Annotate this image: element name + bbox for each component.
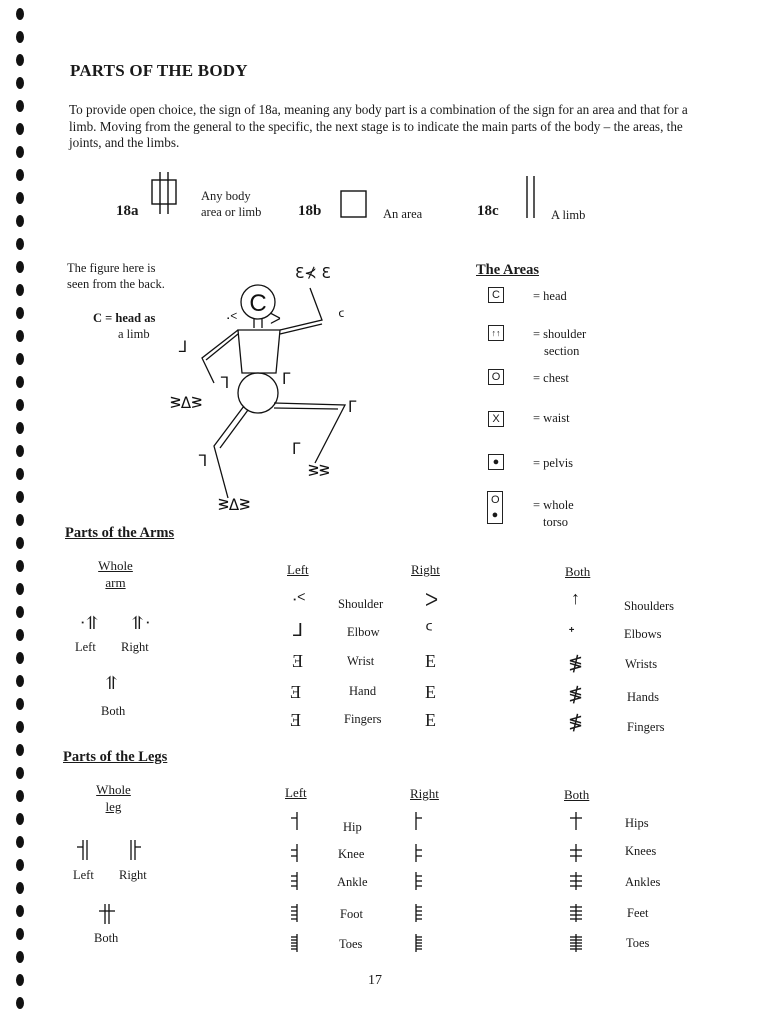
right-wrist-icon: E [425,651,436,671]
area-shoulder-label-1: = shoulder [533,327,587,341]
svg-text:ᒣ: ᒣ [198,452,208,470]
arm-row-elbow: Elbow [347,625,380,639]
arm-both-hands: Hands [627,690,659,704]
both-fingers-icon: ≸ [568,712,584,732]
svg-text:ᐳ: ᐳ [270,310,281,328]
whole-arm-label-2: arm [105,575,126,590]
arm-row-shoulder: Shoulder [338,597,384,611]
area-chest-label: = chest [533,371,569,385]
arm-both-label: Both [101,704,126,718]
leg-both-toes: Toes [626,936,650,950]
area-torso-label-2: torso [543,515,568,529]
leg-left-label: Left [73,868,94,882]
svg-text:ᐧᑉ: ᐧᑉ [226,310,238,328]
svg-text:ᕒᐃᕒ: ᕒᐃᕒ [218,496,251,514]
left-right-leg-icons [74,840,154,862]
arm-row-wrist: Wrist [347,654,375,668]
both-shoulders-icon: ↑ [571,588,580,608]
svg-text:ᒥ: ᒥ [282,370,291,388]
whole-leg-label-1: Whole [96,782,131,797]
head-letter: C [249,290,267,317]
waist-area-icon: X [488,411,504,427]
arm-row-hand: Hand [349,684,377,698]
legs-col-both: Both [564,787,590,802]
leg-right-label: Right [119,868,147,882]
svg-text:ᒧ: ᒧ [178,338,188,356]
right-leg-symbols [410,810,430,960]
body-figure [170,258,370,533]
leg-both-hips: Hips [625,816,649,830]
sign-18c-label: 18c [477,203,499,219]
right-arm-icon: ⥣ᐧ [130,613,150,633]
legs-col-right: Right [410,786,439,801]
arms-col-left: Left [287,562,309,577]
right-hand-icon: E [425,682,436,702]
head-note-1: C = head as [93,311,156,325]
arm-both-fingers: Fingers [627,720,665,734]
left-hand-icon: Ǝ [290,682,301,702]
intro-paragraph: To provide open choice, the sign of 18a, meaning any body part is a combination of the sign for an area and that for a limb. Moving from the general to the specific, the next stage is to indicate the main parts of the body – the areas, the joints, and the limbs. [69,102,688,151]
sign-18c-desc: A limb [551,208,586,222]
area-shoulder-label-2: section [544,344,580,358]
svg-text:ᕒᐃᕒ: ᕒᐃᕒ [170,394,203,412]
both-elbows-icon: ᐩ [568,623,576,643]
sign-18b-label: 18b [298,203,322,219]
svg-text:ᒥ: ᒥ [348,398,357,416]
area-pelvis-label: = pelvis [533,456,574,470]
leg-both-label: Both [94,931,119,945]
right-elbow-icon: ᑦ [425,620,433,640]
arm-both-elbows: Elbows [624,627,662,641]
arm-both-shoulders: Shoulders [624,599,674,613]
left-fingers-icon: Ǝ [290,710,301,730]
left-shoulder-icon: ᐧᑉ [292,590,306,610]
sign-18a-desc-1: Any body [201,189,251,203]
sign-18a-desc-2: area or limb [201,205,262,219]
leg-row-knee: Knee [338,847,365,861]
svg-text:ᒥ: ᒥ [292,440,301,458]
area-head-label: = head [533,289,567,303]
left-arm-icon: ᐧ⥣ [80,613,100,633]
svg-text:ᕒᕒ: ᕒᕒ [308,462,330,480]
arm-both-wrists: Wrists [625,657,658,671]
spiral-binding [14,0,26,1024]
svg-text:ᑦ: ᑦ [338,308,345,326]
chest-area-icon: O [488,369,504,385]
right-shoulder-icon: ᐳ [425,590,439,610]
legs-col-left: Left [285,785,307,800]
arms-heading: Parts of the Arms [65,525,175,541]
leg-row-toes: Toes [339,937,363,951]
right-fingers-icon: E [425,710,436,730]
svg-text:ᒣ: ᒣ [220,374,230,392]
pelvis-area-icon: ● [488,454,504,470]
whole-torso-icon: O● [487,491,503,524]
both-legs-icon [96,904,120,926]
page-number: 17 [368,973,382,988]
left-leg-symbols [286,810,306,960]
leg-row-hip: Hip [343,820,362,834]
svg-text:Ɛ⊀ Ɛ: Ɛ⊀ Ɛ [295,264,331,282]
leg-both-ankles: Ankles [625,875,661,889]
arm-row-fingers: Fingers [344,712,382,726]
leg-both-knees: Knees [625,844,657,858]
figure-note-2: seen from the back. [67,277,165,291]
sign-18a-label: 18a [116,203,139,219]
both-legs-symbols [565,810,587,960]
arm-right-label: Right [121,640,149,654]
any-body-part-sign-icon [148,172,180,216]
head-note-2: a limb [118,327,150,341]
arms-col-both: Both [565,564,591,579]
leg-row-foot: Foot [340,907,363,921]
sign-18b-desc: An area [383,207,423,221]
left-wrist-icon: Ǝ [292,651,303,671]
left-elbow-icon: ᒧ [292,620,303,640]
leg-row-ankle: Ankle [337,875,368,889]
both-hands-icon: ≸ [568,684,584,704]
area-torso-label-1: = whole [533,498,574,512]
limb-sign-icon [523,176,539,220]
legs-heading: Parts of the Legs [63,749,168,765]
whole-leg-label-2: leg [105,799,122,814]
area-waist-label: = waist [533,411,570,425]
both-arms-icon: ⥣ [104,673,120,693]
areas-heading: The Areas [476,262,539,278]
arms-col-right: Right [411,562,440,577]
leg-both-feet: Feet [627,906,649,920]
shoulder-section-icon: ↑↑ [488,325,504,341]
arm-left-label: Left [75,640,96,654]
whole-arm-label-1: Whole [98,558,133,573]
both-wrists-icon: ≸ [568,653,584,673]
page-title: PARTS OF THE BODY [70,61,248,80]
figure-note-1: The figure here is [67,261,156,275]
area-sign-icon [340,190,368,218]
head-area-icon: C [488,287,504,303]
